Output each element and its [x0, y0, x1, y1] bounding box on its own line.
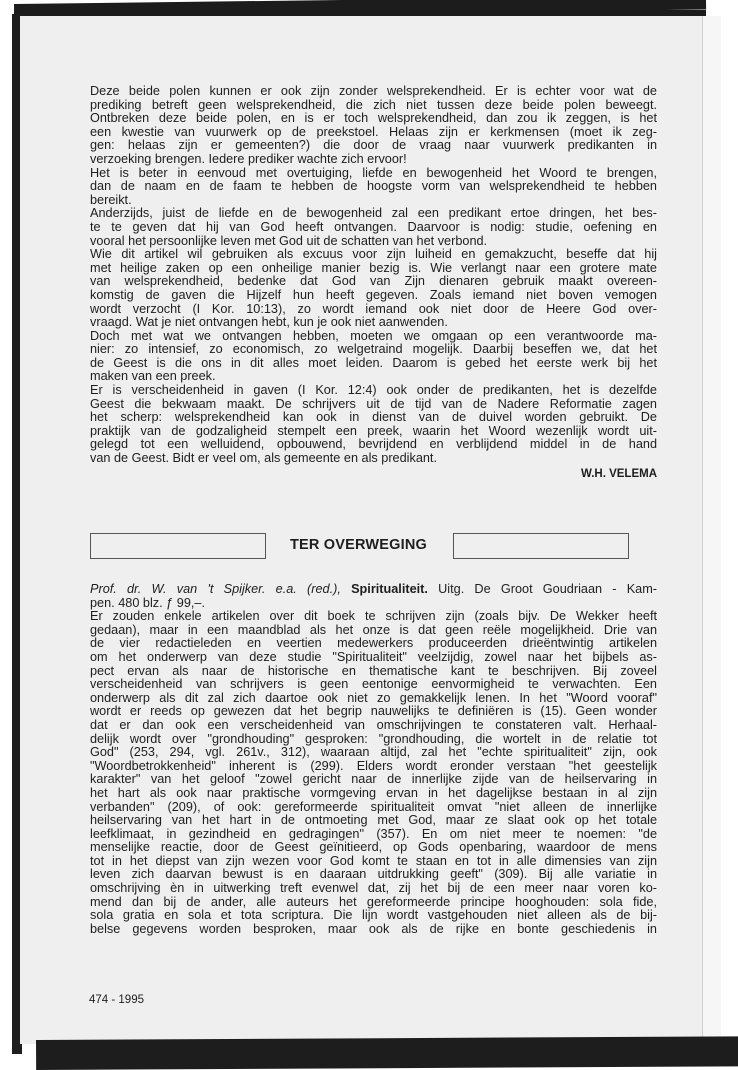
banner-box-left	[90, 533, 266, 559]
text-line: God" (253, 294, vgl. 261v., 312), waaraan altijd, zal het "echte spiritualiteit" zijn, ook	[90, 745, 657, 760]
text-line: maken van een preek.	[90, 369, 216, 384]
text-line: leven zich daarvan bewust is en daaraan uitdrukking geeft" (309). Bij alle variatie in	[90, 867, 657, 882]
text-line: gelegd tot een welluidend, opbouwend, bevrijdend en verblijdend middel in de hand	[90, 437, 657, 452]
text-line: wordt er reeds op gewezen dat het begrip nauwelijks te definiëren is (15). Geen wonder	[90, 704, 657, 719]
text-line: van de Geest. Bidt er veel om, als gemeente en als predikant.	[90, 451, 437, 466]
text-line: mend dan bij de ander, alle auteurs het gereformeerde principe hooghouden: sola fide,	[90, 894, 657, 909]
text-line: karakter" van het geloof "zowel gericht naar de innerlijke zijde van de heilservaring in	[90, 772, 657, 787]
paragraph	[90, 207, 657, 248]
text-line: gedaan), maar in een maandblad als het onze is dat geen reële mogelijkheid. Drie van	[90, 622, 657, 637]
text-line: tot in het diepst van zijn wezen voor God komt te staan en tot in alle dimensies van zijn	[90, 853, 657, 868]
text-line: praktijk van de godzaligheid stempelt een preek, waarin het Woord wezenlijk wordt uit-	[90, 423, 657, 438]
text-line: dan de naam en de faam te hebben de hoogste vorm van welsprekendheid te hebben	[90, 179, 657, 194]
text-line: Het is beter in eenvoud met overtuiging, liefde en bewogenheid het Woord te brengen,	[90, 165, 657, 180]
citation-authors: Prof. dr. W. van 't Spijker. e.a. (red.),	[90, 582, 341, 596]
paragraph	[90, 384, 657, 466]
paragraph	[90, 610, 657, 936]
text-line: Wie dit artikel wil gebruiken als excuus voor zijn luiheid en gemakzucht, beseffe dat hij	[90, 247, 657, 262]
text-line: omschrijving èn in uitwerking treft evenwel dat, zij het bij de een meer naar voren ko-	[90, 881, 657, 896]
text-line: van welsprekendheid, bedenke dat God van Zijn dienaren gebruik maakt overeen-	[90, 274, 657, 289]
text-line: belse gegevens worden besproken, maar ook als de rijke en bonte geschiedenis in	[90, 921, 657, 936]
text-line: wordt verzocht (I Kor. 10:13), zo wordt iemand ook niet door de Heere God over-	[90, 301, 657, 316]
text-line: het hart als ook naar praktische vormgeving ervan in het dagelijkse bestaan in al zijn	[90, 785, 657, 800]
page-number: 474 - 1995	[89, 994, 144, 1006]
text-line: nier: zo intensief, zo economisch, zo welgetraind mogelijk. Daarbij beseffen we, dat het	[90, 342, 657, 357]
citation-line	[90, 583, 657, 597]
text-line: te te geven dat hij van God heeft ontvangen. Daarvoor is nodig: studie, oefening en	[90, 219, 657, 234]
text-line: met heilige zaken op een onheilige manier bezig is. Wie verlangt naar een grotere mate	[90, 260, 657, 275]
paragraph	[90, 248, 657, 330]
citation-publisher: Uitg. De Groot Goudriaan - Kam-	[438, 582, 658, 596]
text-line: "Woordbetrokkenheid" inherent is (299). Elders wordt eronder verstaan "het geestelijk	[90, 758, 657, 773]
text-line: vooral het persoonlijke leven met God uit de schatten van het verbond.	[90, 233, 488, 248]
text-line: komstig de gaven die Hijzelf hun heeft gegeven. Zoals iemand niet boven vemogen	[90, 287, 657, 302]
text-line: dat er dan ook een verscheidenheid van omschrijvingen te constateren valt. Herhaal-	[90, 717, 657, 732]
text-line: Deze beide polen kunnen er ook zijn zonder welsprekendheid. Er is echter voor wat de	[90, 84, 657, 98]
scan-border-bottom	[36, 1036, 738, 1070]
text-line: Er is verscheidenheid in gaven (I Kor. 12:4) ook onder de predikanten, het is dezelfde	[90, 383, 657, 398]
text-line: leefklimaat, in gezindheid en gedragingen" (357). En om niet meer te noemen: "de	[90, 826, 657, 841]
text-line: prediking betreft geen welsprekendheid, die zich niet tussen deze beide polen beweegt.	[90, 97, 657, 112]
text-line: een kwestie van vuurwerk op de preekstoel. Helaas zijn er kerkmensen (moet ik zeg-	[90, 124, 657, 139]
text-line: menselijke reactie, door de Geest geïnitieerd, op Gods openbaring, waardoor de mens	[90, 840, 657, 855]
paragraph	[90, 330, 657, 384]
scan-border-right	[703, 16, 721, 1046]
text-line: de vier redactieleden en veertien medewerkers produceerden drieëntwintig artikelen	[90, 636, 657, 651]
text-line: bereikt.	[90, 192, 132, 207]
review-body	[90, 610, 657, 936]
text-line: verbanden" (209), of ook: gereformeerde spiritualiteit omvat "niet alleen de innerlijke	[90, 799, 657, 814]
text-line: sola gratia en sola et tota scriptura. Die lijn wordt vastgehouden niet alleen als de bij-	[90, 908, 657, 923]
author-signature: W.H. VELEMA	[580, 467, 657, 480]
section-title: TER OVERWEGING	[289, 537, 428, 553]
text-line: delijk wordt over "grondhouding" gesproken: "grondhouding, die wortelt in de relatie tot	[90, 731, 657, 746]
text-line: de Geest is die ons in dit alles moet leiden. Daarom is gebed het eerste werk bij het	[90, 355, 657, 370]
paragraph	[90, 85, 657, 167]
text-line: Ontbreken deze beide polen, en is er toch welsprekendheid, dan zou ik zeggen, is het	[90, 111, 657, 126]
text-line: pect ervan als naar de historische en thematische kant te beschrijven. Bij zoveel	[90, 663, 657, 678]
text-line: Doch met wat we ontvangen hebben, moeten we omgaan op een verantwoorde ma-	[90, 328, 657, 343]
book-review	[90, 583, 657, 936]
section-banner	[90, 533, 630, 559]
text-line: onderwerp als dit zal zich daartoe ook niet zo gemakkelijk lenen. In het "Woord vooraf"	[90, 690, 657, 705]
text-line: Geest die bekwaam maakt. De schrijvers uit de tijd van de Nadere Reformatie zagen	[90, 396, 657, 411]
text-line: Er zouden enkele artikelen over dit boek te schrijven zijn (zoals bijv. De Wekker heeft	[90, 609, 657, 624]
text-line: het scherp: welsprekendheid kan ook in dienst van de duivel worden gebruikt. De	[90, 410, 657, 425]
text-line: vraagd. Wat je niet ontvangen hebt, kun je ook niet aanwenden.	[90, 315, 448, 330]
text-line: gen: helaas zijn er gemeenten?) die door de vraag naar vuurwerk predikanten in	[90, 138, 657, 153]
citation-line-2: pen. 480 blz. ƒ 99,–.	[90, 595, 205, 610]
article-body	[90, 85, 657, 466]
text-line: om het onderwerp van deze studie "Spiritualiteit" veelzijdig, zowel naar het bijbels as-	[90, 649, 657, 664]
text-line: verscheidenheid van schrijvers is geen eentonige eenvormigheid te verwachten. Een	[90, 677, 657, 692]
paragraph	[90, 167, 657, 208]
banner-box-right	[453, 533, 629, 559]
text-line: Anderzijds, juist de liefde en de bewogenheid zal een predikant ertoe dringen, het bes-	[90, 206, 657, 221]
text-line: heilservaring van het hart in de ontmoeting met God, maar ze slaat ook op het totale	[90, 813, 657, 828]
citation-book-title: Spiritualiteit.	[351, 582, 428, 596]
text-line: verzoeking brengen. Iedere prediker wachte zich ervoor!	[90, 151, 407, 166]
article-welsprekendheid	[90, 85, 657, 481]
